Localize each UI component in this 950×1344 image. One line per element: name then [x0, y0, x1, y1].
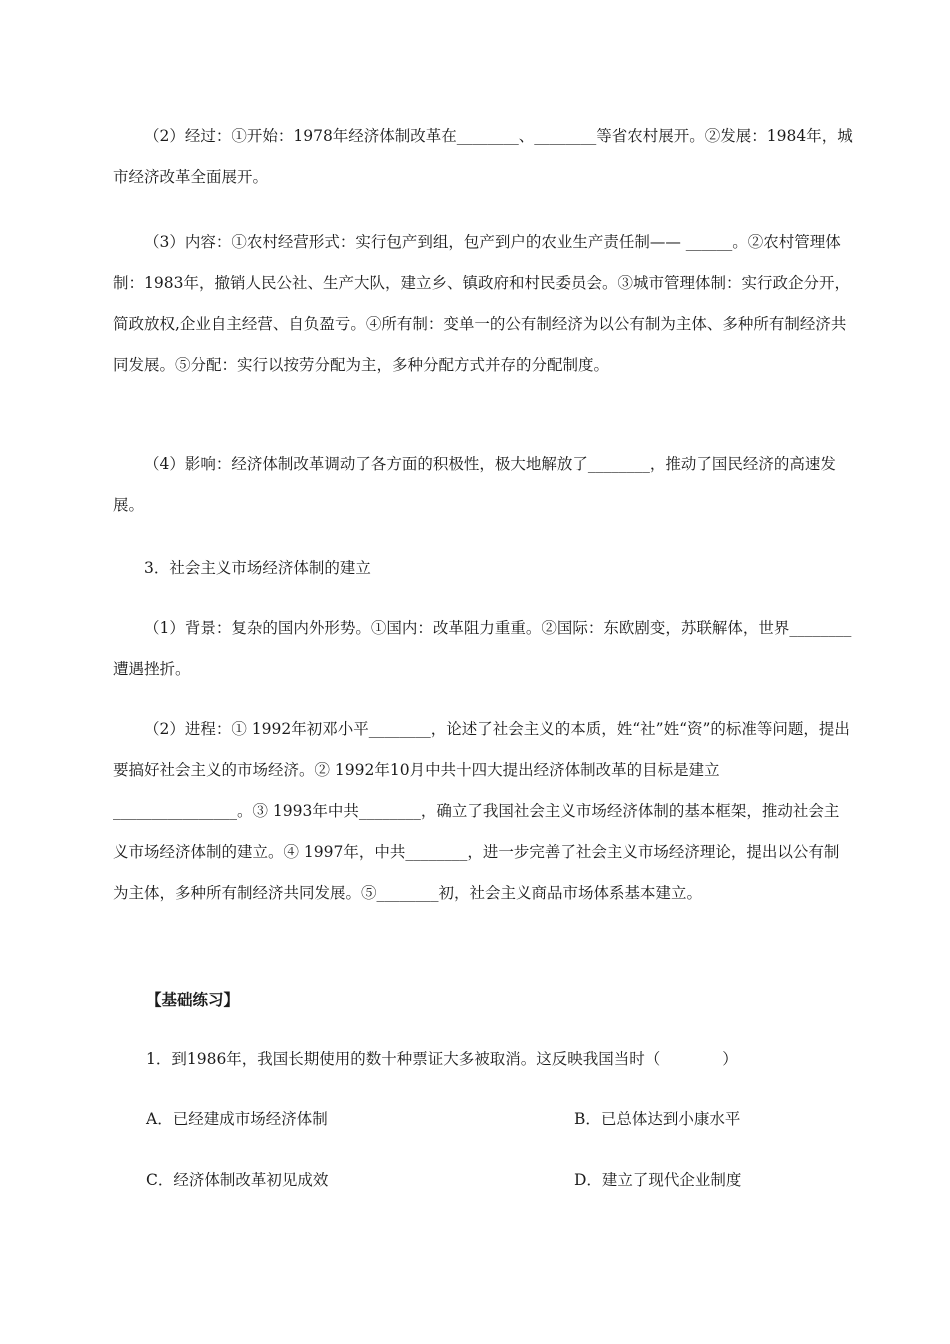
paragraph-market-progress: （2）进程：① 1992年初邓小平________，论述了社会主义的本质，姓“社”姓“资”的标准等问题，提出要搞好社会主义的市场经济。② 1992年10月中共十四大提出经济体制改革的目标是建立________________。③ 1993年中共________，确立了我国社会主义市场经济体制的基本框架，推动社会主义市场经济体制的建立。④ 1997年，中共________，进一步完善了社会主义市场经济理论，提出以公有制为主体，多种所有制经济共同发展。⑤________初，社会主义商品市场体系基本建立。 — [113, 720, 850, 902]
section-3-title: 3．社会主义市场经济体制的建立 — [144, 559, 371, 577]
option-a[interactable]: A．已经建成市场经济体制 — [146, 1110, 328, 1128]
paragraph-reform-process: （2）经过：①开始：1978年经济体制改革在________、________等省农村展开。②发展：1984年，城市经济改革全面展开。 — [113, 127, 853, 186]
option-d[interactable]: D．建立了现代企业制度 — [574, 1171, 742, 1189]
option-b[interactable]: B．已总体达到小康水平 — [574, 1110, 741, 1128]
question-1: 1．到1986年，我国长期使用的数十种票证大多被取消。这反映我国当时（ ） — [146, 1050, 738, 1068]
paragraph-reform-content: （3）内容：①农村经营形式：实行包产到组，包产到户的农业生产责任制—— ______。②农村管理体制：1983年，撤销人民公社、生产大队，建立乡、镇政府和村民委员会。③城市管理体制：实行政企分开，简政放权,企业自主经营、自负盈亏。④所有制：变单一的公有制经济为以公有制为主体、多种所有制经济共同发展。⑤分配：实行以按劳分配为主，多种分配方式并存的分配制度。 — [113, 233, 850, 374]
option-c[interactable]: C．经济体制改革初见成效 — [146, 1171, 329, 1189]
exercise-heading: 【基础练习】 — [146, 990, 240, 1009]
paragraph-market-background: （1）背景：复杂的国内外形势。①国内：改革阻力重重。②国际：东欧剧变，苏联解体，世界________遭遇挫折。 — [113, 619, 852, 678]
paragraph-reform-impact: （4）影响：经济体制改革调动了各方面的积极性，极大地解放了________，推动了国民经济的高速发展。 — [113, 455, 836, 514]
